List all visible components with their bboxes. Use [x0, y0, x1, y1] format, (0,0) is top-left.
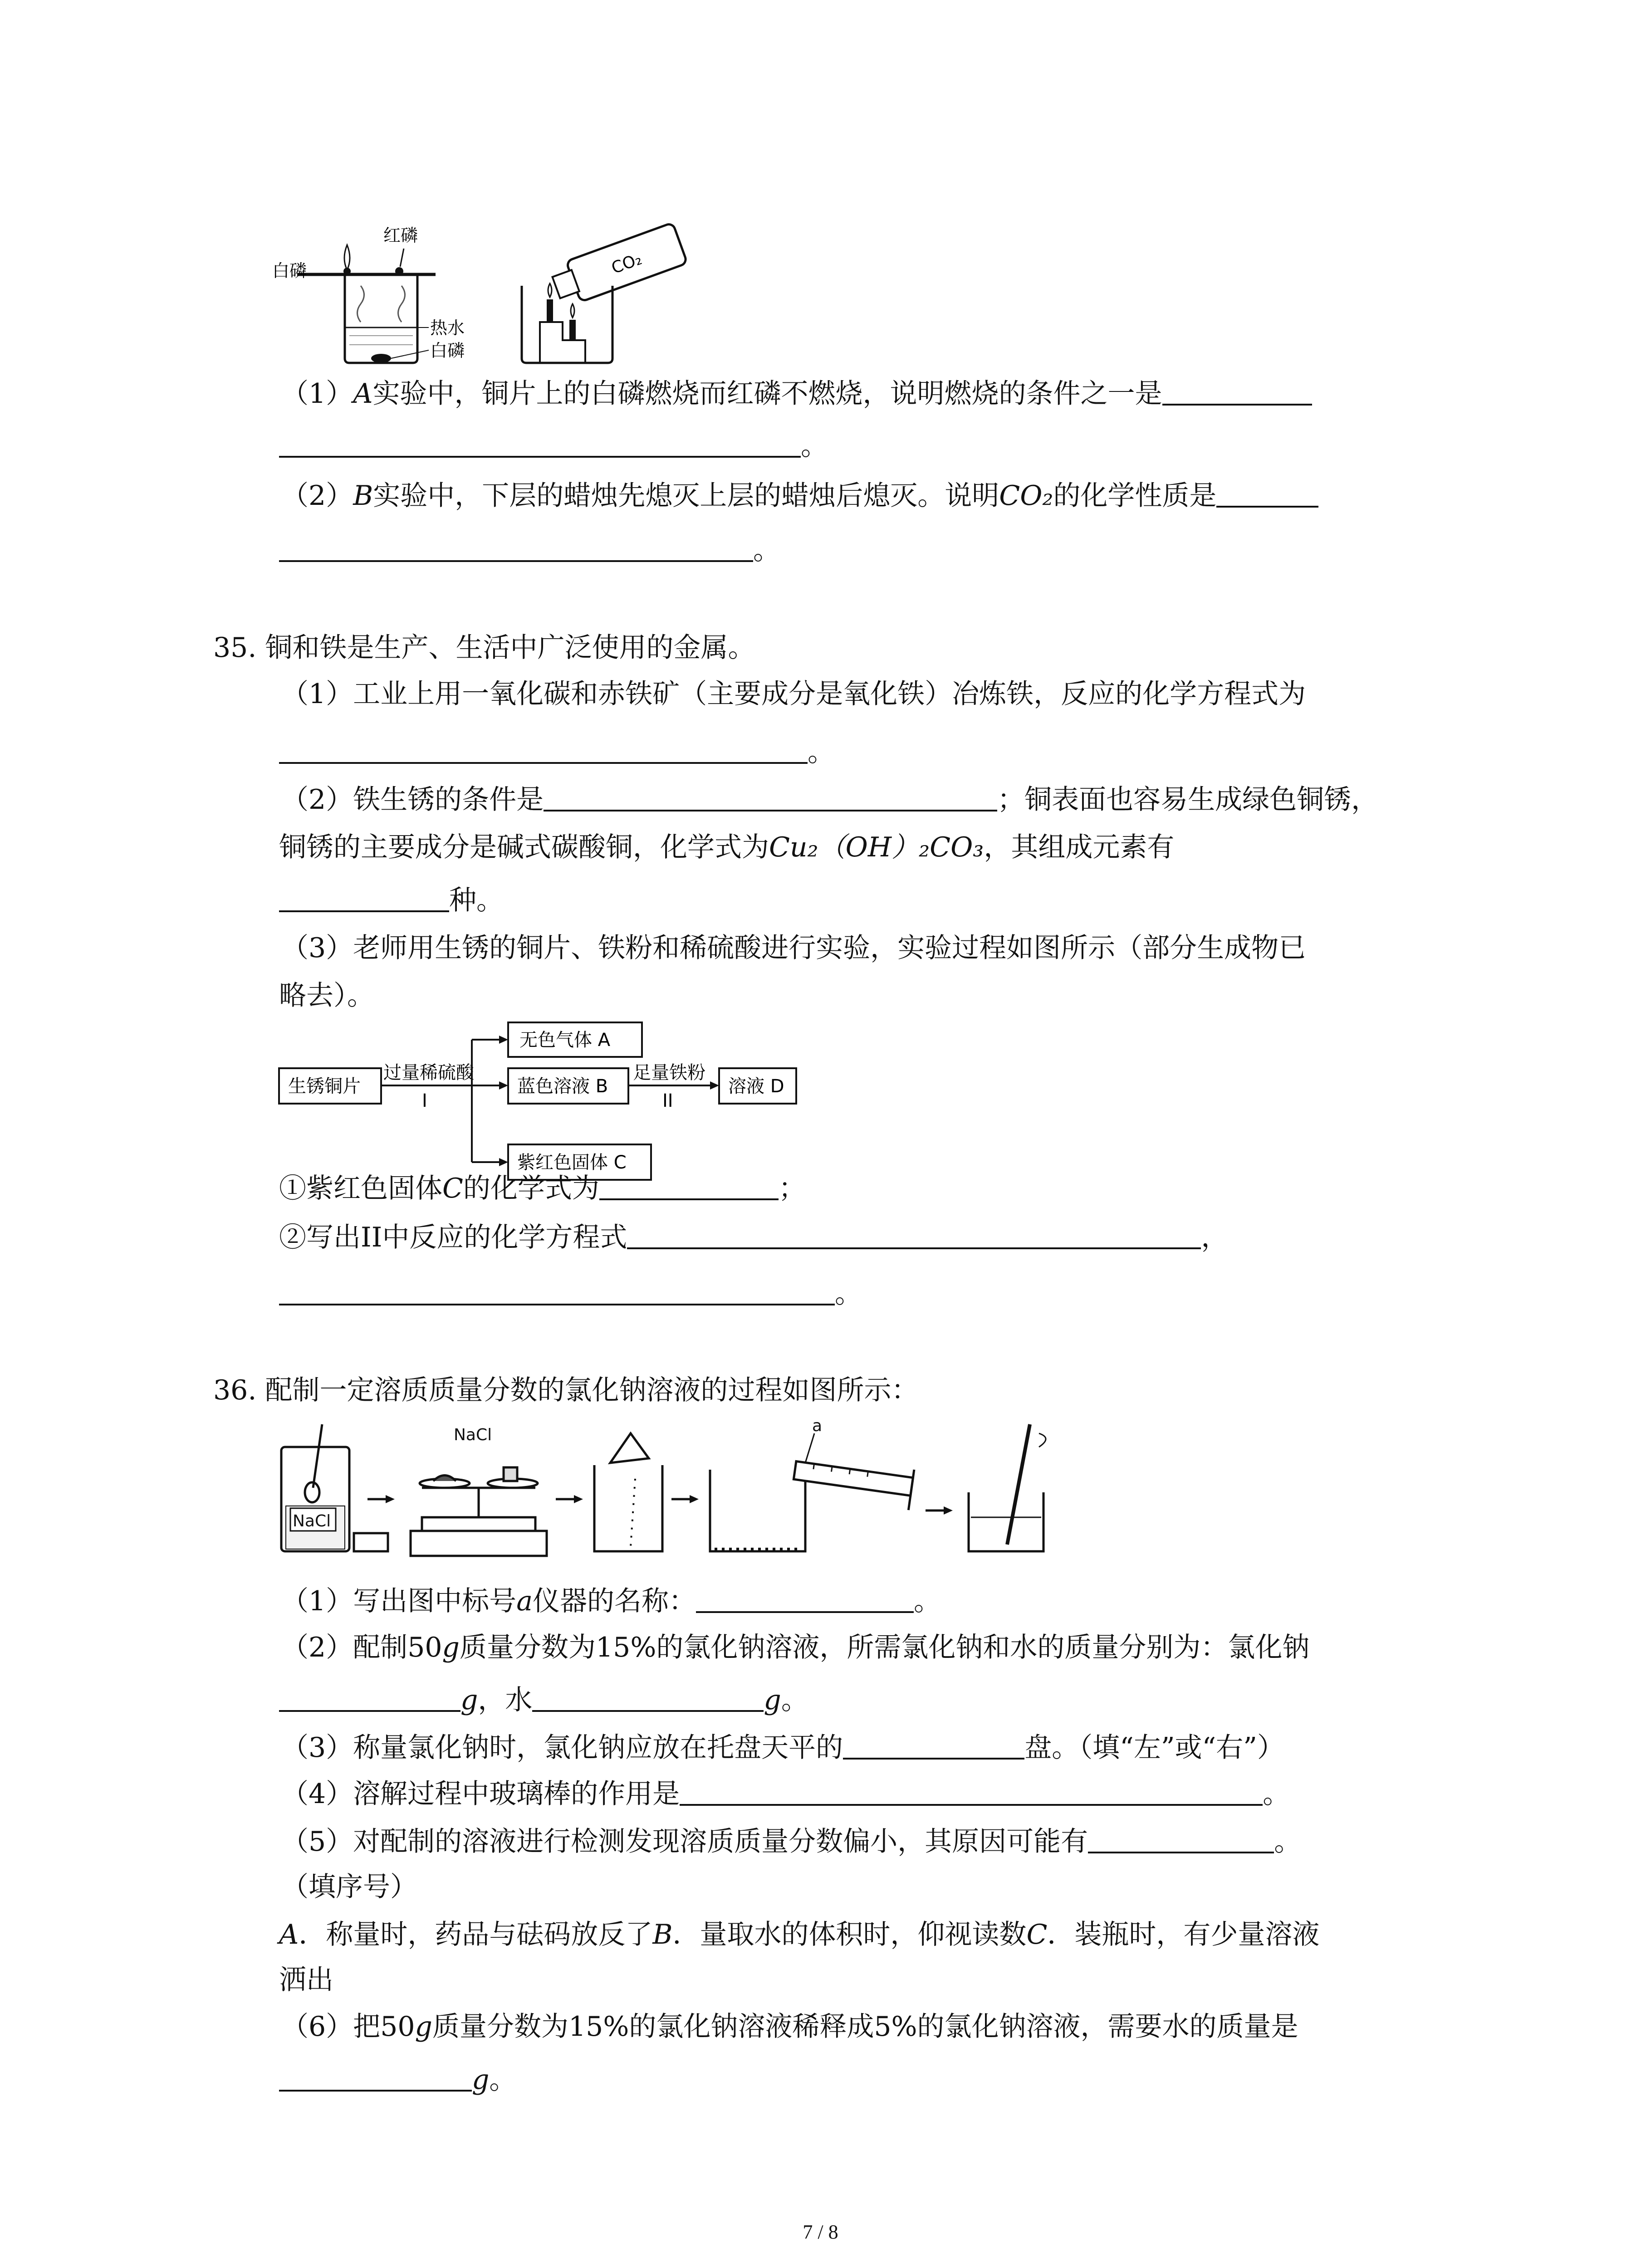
flow-final-label: 溶液 D [728, 1076, 784, 1097]
flow-solid-label: 紫红色固体 C [517, 1152, 627, 1173]
label-nacl-bottle: NaCl [293, 1512, 331, 1530]
answer-blank-q35-2[interactable] [544, 810, 997, 811]
answer-blank-q34-2b[interactable] [279, 560, 753, 562]
q35-stem: 35. 铜和铁是生产、生活中广泛使用的金属。 [213, 632, 755, 664]
label-white-phosphorus-water: 白磷 [430, 341, 465, 361]
flow-solution-label: 蓝色溶液 B [517, 1076, 608, 1097]
q36-apparatus-figure [272, 1415, 1134, 1569]
answer-blank-q34-1[interactable] [1162, 404, 1312, 406]
q36-part6-answer: g。 [279, 2066, 516, 2093]
q35-sub1: ①紫红色固体C的化学式为 ； [279, 1173, 806, 1204]
flow-gas-label: 无色气体 A [519, 1030, 611, 1051]
answer-blank-q36-rod[interactable] [680, 1804, 1263, 1806]
q36-part2-line1: （2）配制50g质量分数为15%的氯化钠溶液，所需氯化钠和水的质量分别为：氯化钠 [281, 1632, 1310, 1663]
answer-blank-q35-eq2[interactable] [279, 1304, 835, 1305]
answer-blank-q35-c[interactable] [599, 1198, 779, 1200]
q36-part5: （5）对配制的溶液进行检测发现溶质质量分数偏小，其原因可能有 。 [281, 1826, 1302, 1857]
q35-flow-diagram [272, 1021, 817, 1193]
q36-options-tail: 洒出 [279, 1964, 333, 1996]
answer-blank-q36-water[interactable] [532, 1710, 764, 1712]
q36-part3: （3）称量氯化钠时，氯化钠应放在托盘天平的 盘。（填“左”或“右”） [281, 1732, 1284, 1764]
flow-step1-reagent: 过量稀硫酸 [383, 1062, 474, 1083]
q36-options: A．称量时，药品与砝码放反了B．量取水的体积时，仰视读数C．装瓶时，有少量溶液 [279, 1919, 1320, 1950]
answer-blank-q35-eq[interactable] [627, 1247, 1201, 1249]
q35-part2-line3: 种。 [279, 887, 504, 914]
answer-blank-q34-2[interactable] [1216, 506, 1318, 508]
q36-part1: （1）写出图中标号a仪器的名称： 。 [281, 1585, 941, 1617]
q35-sub2: ②写出II中反应的化学方程式 ， [279, 1222, 1229, 1253]
flow-step2-reagent: 足量铁粉 [633, 1062, 705, 1083]
figure-b-co2-candles [513, 222, 694, 372]
q35-part1: （1）工业上用一氧化碳和赤铁矿（主要成分是氧化铁）冶炼铁，反应的化学方程式为 [281, 678, 1306, 710]
answer-blank-q36-nacl[interactable] [279, 1710, 460, 1712]
q35-part3-line2: 略去）。 [279, 980, 374, 1012]
q36-part6: （6）把50g质量分数为15%的氯化钠溶液稀释成5%的氯化钠溶液，需要水的质量是 [281, 2011, 1298, 2043]
q35-sub2-line2: 。 [279, 1280, 862, 1307]
figure-a-phosphorus-combustion [272, 222, 467, 372]
answer-blank-q35-elements[interactable] [279, 910, 449, 912]
q36-part5-hint: （填序号） [281, 1871, 417, 1903]
q36-stem: 36. 配制一定溶质质量分数的氯化钠溶液的过程如图所示： [213, 1374, 919, 1406]
answer-blank-q36-pan[interactable] [843, 1758, 1024, 1760]
label-red-phosphorus: 红磷 [383, 225, 418, 245]
q36-part2-line2: g，水 g。 [279, 1686, 808, 1714]
label-co2: CO₂ [609, 249, 645, 278]
q35-part1-answer: 。 [279, 738, 835, 766]
q36-part4: （4）溶解过程中玻璃棒的作用是 。 [281, 1778, 1290, 1810]
flow-start-label: 生锈铜片 [288, 1076, 361, 1097]
label-nacl-balance: NaCl [454, 1426, 492, 1444]
page-number: 7 / 8 [803, 2221, 838, 2243]
q35-part2-line1: （2）铁生锈的条件是 ；铜表面也容易生成绿色铜锈， [281, 784, 1379, 816]
flow-step1-num: I [422, 1090, 427, 1111]
answer-blank-q36-dilute[interactable] [279, 2090, 472, 2092]
q35-part2-line2: 铜锈的主要成分是碱式碳酸铜，化学式为Cu₂（OH）₂CO₃，其组成元素有 [279, 831, 1175, 863]
label-a: a [812, 1417, 823, 1435]
answer-blank-q36-1[interactable] [696, 1611, 914, 1613]
q34-part1-line2: 。 [279, 432, 828, 459]
q34-part1-line1: （1）A实验中，铜片上的白磷燃烧而红磷不燃烧，说明燃烧的条件之一是 [281, 380, 1312, 407]
answer-blank-q35-1[interactable] [279, 762, 808, 764]
q34-part2-line2: 。 [279, 537, 780, 564]
label-hot-water: 热水 [430, 318, 465, 338]
answer-blank-q34-1b[interactable] [279, 456, 801, 458]
q35-part3-line1: （3）老师用生锈的铜片、铁粉和稀硫酸进行实验，实验过程如图所示（部分生成物已 [281, 932, 1306, 964]
flow-step2-num: II [662, 1090, 673, 1111]
q34-part2-line1: （2）B实验中，下层的蜡烛先熄灭上层的蜡烛后熄灭。说明CO₂的化学性质是 [281, 482, 1318, 509]
answer-blank-q36-reason[interactable] [1088, 1852, 1274, 1853]
label-white-phosphorus: 白磷 [272, 261, 307, 281]
